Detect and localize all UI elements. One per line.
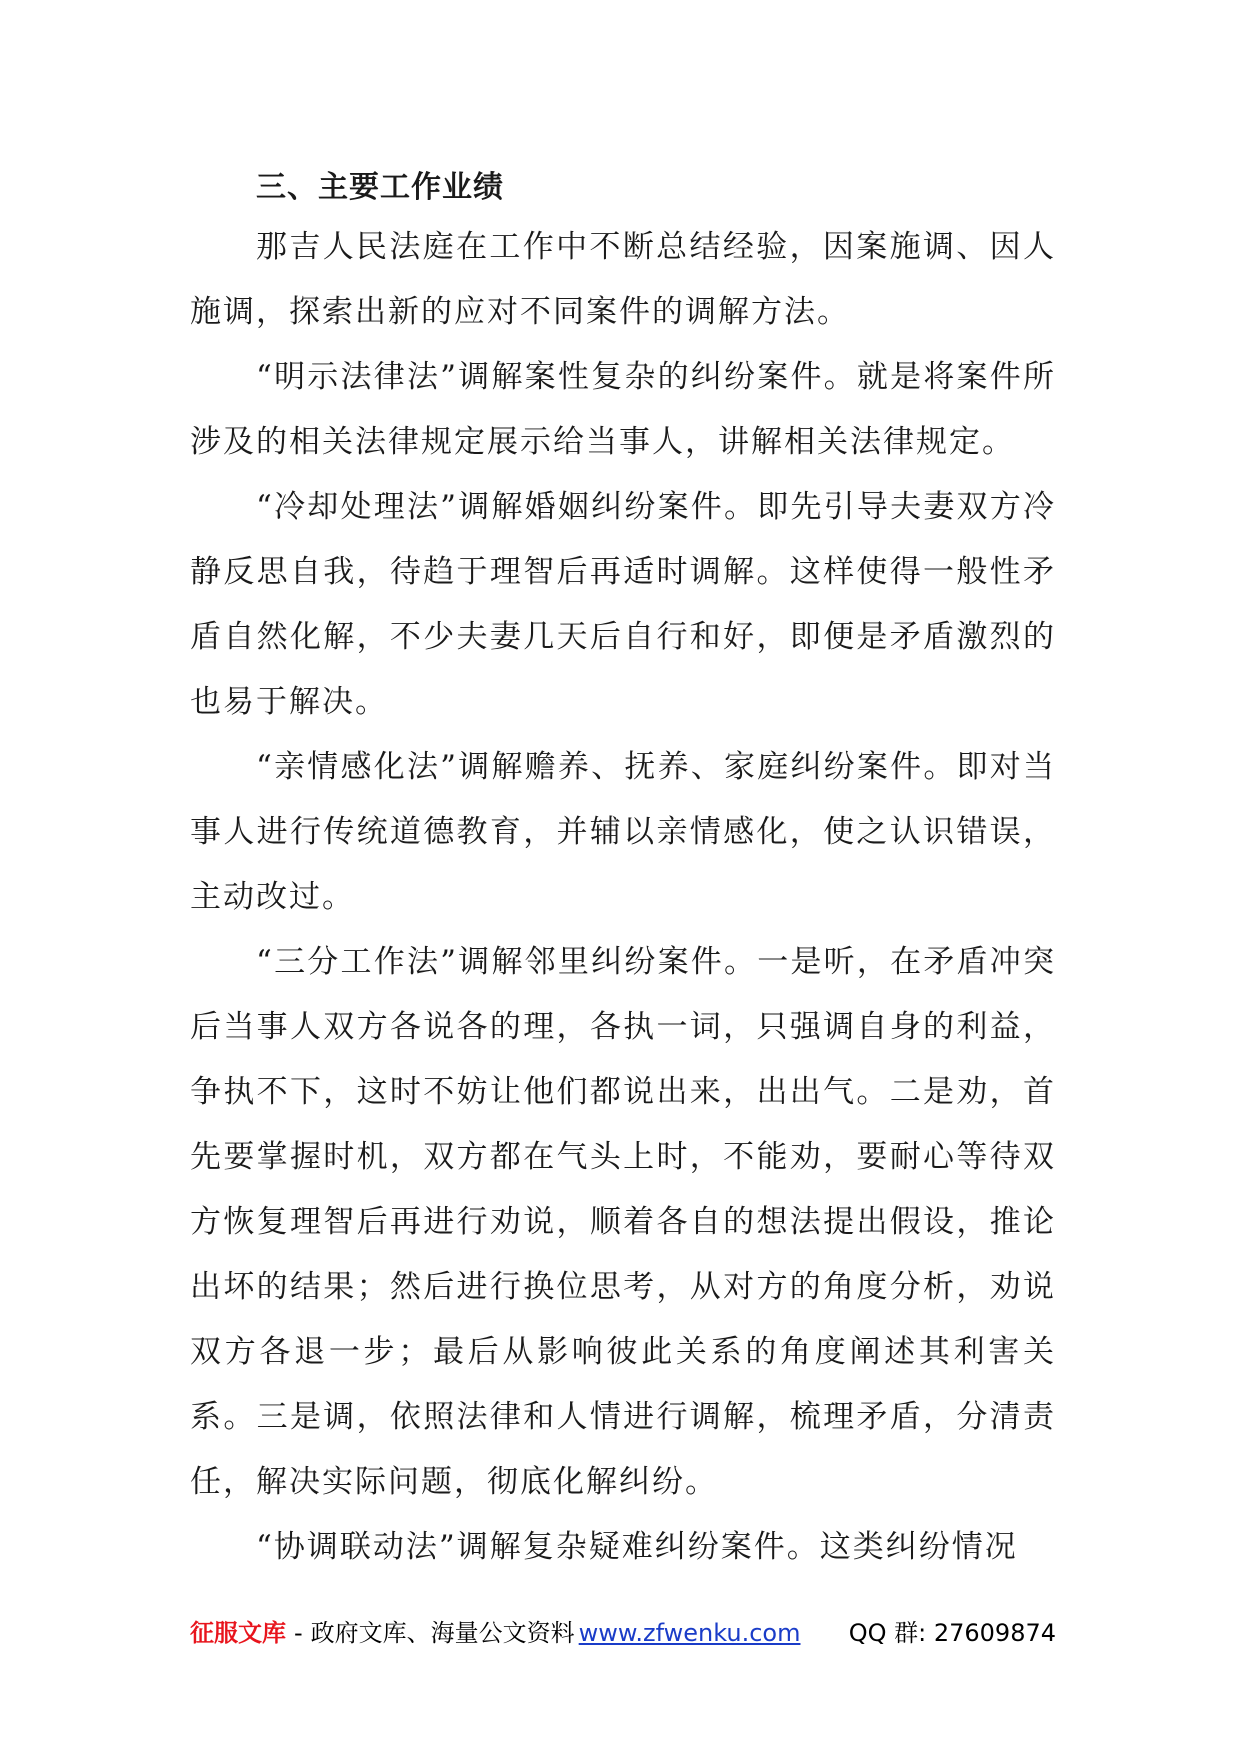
paragraph-coordination-method: “协调联动法”调解复杂疑难纠纷案件。这类纠纷情况 xyxy=(256,1529,1018,1565)
paragraph-three-step-method: “三分工作法”调解邻里纠纷案件。一是听，在矛盾冲突后当事人双方各说各的理，各执一词，只强调自身的利益，争执不下，这时不妨让他们都说出来，出出气。二是劝，首先要掌握时机，双方都在气头上时，不能劝，要耐心等待双方恢复理智后再进行劝说，顺着各自的想法提出假设，推论出坏的结果；然后进行换位思考，从对方的角度分析，劝说双方各退一步；最后从影响彼此关系的角度阐述其利害关系。三是调，依照法律和人情进行调解，梳理矛盾，分清责任，解决实际问题，彻底化解纠纷。 xyxy=(190,944,1056,1500)
paragraph-cooling-method: “冷却处理法”调解婚姻纠纷案件。即先引导夫妻双方冷静反思自我，待趋于理智后再适时调解。这样使得一般性矛盾自然化解，不少夫妻几天后自行和好，即便是矛盾激烈的也易于解决。 xyxy=(190,489,1056,720)
footer-website-link[interactable]: www.zfwenku.com xyxy=(578,1619,801,1647)
page-footer xyxy=(190,1610,1056,1656)
paragraph-family-method: “亲情感化法”调解赡养、抚养、家庭纠纷案件。即对当事人进行传统道德教育，并辅以亲情感化，使之认识错误，主动改过。 xyxy=(190,749,1056,915)
document-body xyxy=(190,160,1056,1580)
footer-separator: - xyxy=(294,1619,303,1647)
footer-qq-group: QQ 群: 27609874 xyxy=(848,1619,1056,1647)
section-heading: 三、主要工作业绩 xyxy=(256,170,504,205)
paragraph-intro: 那吉人民法庭在工作中不断总结经验，因案施调、因人施调，探索出新的应对不同案件的调解方法。 xyxy=(190,229,1056,330)
paragraph-law-method: “明示法律法”调解案性复杂的纠纷案件。就是将案件所涉及的相关法律规定展示给当事人，讲解相关法律规定。 xyxy=(190,359,1056,460)
footer-brand: 征服文库 xyxy=(190,1619,286,1647)
footer-tagline: 政府文库、海量公文资料 xyxy=(310,1619,575,1647)
